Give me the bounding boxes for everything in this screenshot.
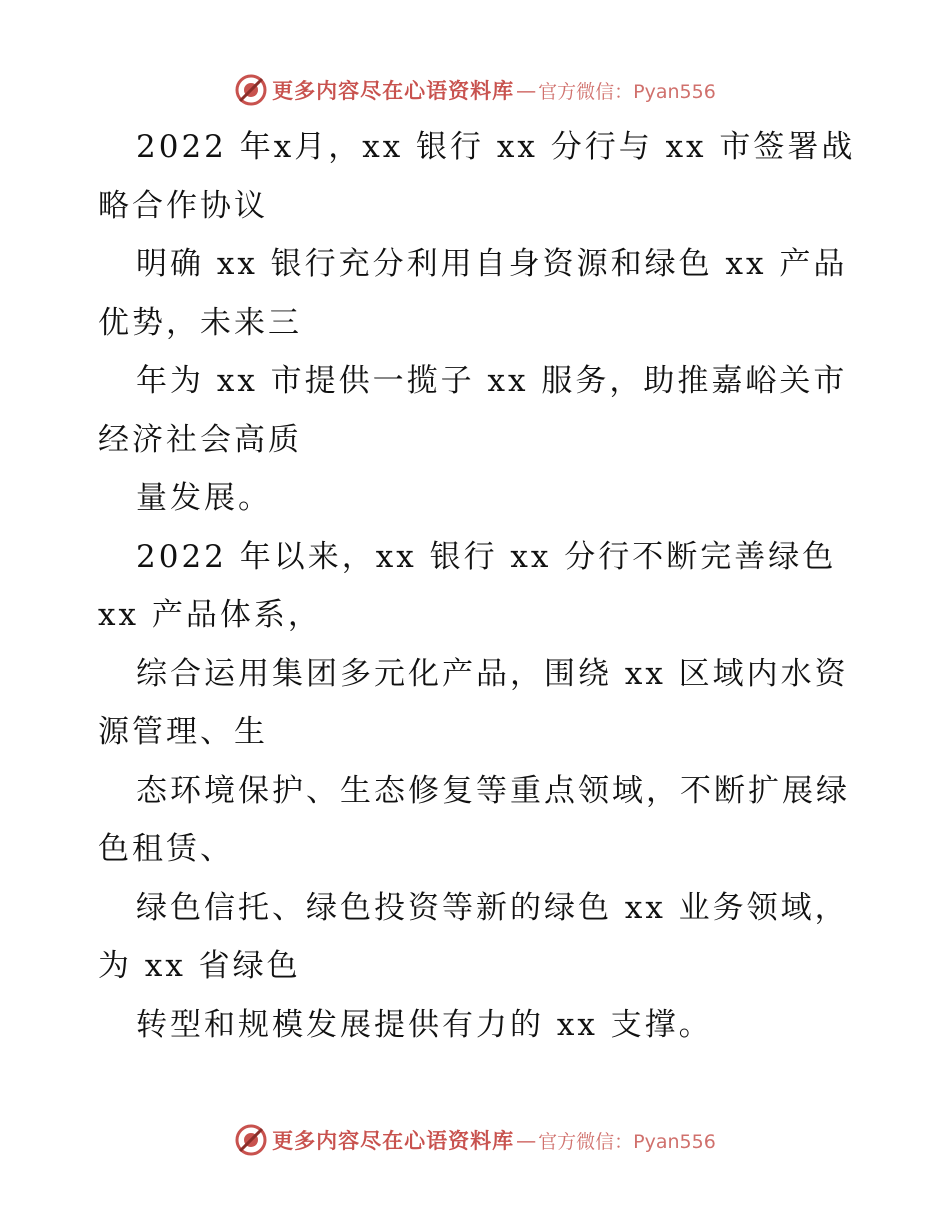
banner-main-text: 更多内容尽在心语资料库: [272, 78, 515, 103]
text-line: 略合作协议: [98, 187, 268, 224]
logo-icon: [234, 73, 268, 107]
text-line: 色租赁、: [98, 831, 234, 867]
banner-dash: —: [516, 78, 537, 102]
text-line: 优势，未来三: [98, 304, 302, 341]
text-line: 明确 xx 银行充分利用自身资源和绿色 xx 产品: [136, 246, 848, 282]
text-line: 量发展。: [136, 480, 272, 516]
text-line: 2022 年以来，xx 银行 xx 分行不断完善绿色: [136, 538, 837, 575]
text-line: 年为 xx 市提供一揽子 xx 服务，助推嘉峪关市: [136, 363, 848, 399]
text-line: 态环境保护、生态修复等重点领域，不断扩展绿: [136, 772, 850, 809]
text-line: 为 xx 省绿色: [98, 948, 301, 984]
logo-icon: [234, 1123, 268, 1157]
banner-wechat-text: 官方微信：Pyan556: [538, 1130, 716, 1153]
document-body: [98, 118, 858, 1054]
text-line: xx 产品体系，: [98, 597, 322, 633]
text-line: 经济社会高质: [98, 421, 302, 458]
text-line: 2022 年x月，xx 银行 xx 分行与 xx 市签署战: [136, 129, 856, 165]
text-line: 转型和规模发展提供有力的 xx 支撑。: [136, 1006, 713, 1043]
text-line: 源管理、生: [98, 714, 268, 750]
banner-dash: —: [516, 1128, 537, 1152]
banner-wechat-text: 官方微信：Pyan556: [538, 80, 716, 103]
banner-main-text: 更多内容尽在心语资料库: [272, 1128, 515, 1153]
text-line: 综合运用集团多元化产品，围绕 xx 区域内水资: [136, 655, 849, 692]
footer-banner: [0, 1120, 950, 1160]
text-line: 绿色信托、绿色投资等新的绿色 xx 业务领域，: [136, 889, 849, 926]
header-banner: [0, 70, 950, 110]
